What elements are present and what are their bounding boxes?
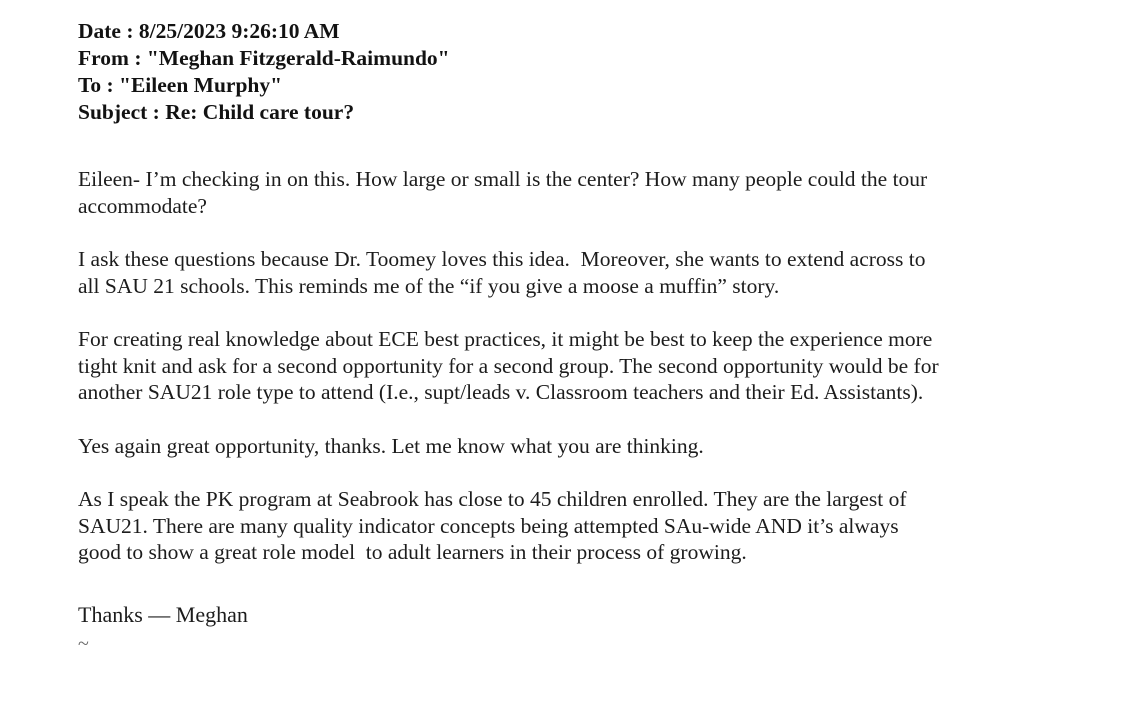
header-date-line [78,18,1073,45]
subject-label: Subject : [78,100,166,124]
body-paragraph-3: For creating real knowledge about ECE best practices, it might be best to keep the experience more tight knit and ask for a second opportunity for a second group. The second opportunity would be for another SAU21 role type to attend (I.e., supt/leads v. Classroom teachers and their Ed. Assistants). [78,327,944,404]
email-header [78,18,1073,126]
from-label: From : [78,46,147,70]
date-label: Date : [78,19,139,43]
body-paragraph-4: Yes again great opportunity, thanks. Let me know what you are thinking. [78,433,704,458]
email-body [78,166,946,655]
to-label: To : [78,73,120,97]
header-to-line [78,72,1073,99]
signature-footer-tilde: ~ [78,633,89,655]
header-from-line [78,45,1073,72]
body-paragraph-2: I ask these questions because Dr. Toomey loves this idea. Moreover, she wants to extend across to all SAU 21 schools. This reminds me of the “if you give a moose a muffin” story. [78,247,931,298]
to-value: "Eileen Murphy" [119,73,283,97]
from-value: "Meghan Fitzgerald-Raimundo" [146,46,450,70]
signature-line: Thanks — Meghan [78,601,248,627]
body-paragraph-1: Eileen- I’m checking in on this. How large or small is the center? How many people could the tour accommodate? [78,167,933,218]
date-value: 8/25/2023 9:26:10 AM [138,19,340,43]
header-subject-line [78,99,1073,126]
subject-value: Re: Child care tour? [165,100,355,124]
body-paragraph-5: As I speak the PK program at Seabrook has close to 45 children enrolled. They are the largest of SAU21. There are many quality indicator concepts being attempted SAu-wide AND it’s always good to show a great role model to adult learners in their process of growing. [78,487,912,564]
